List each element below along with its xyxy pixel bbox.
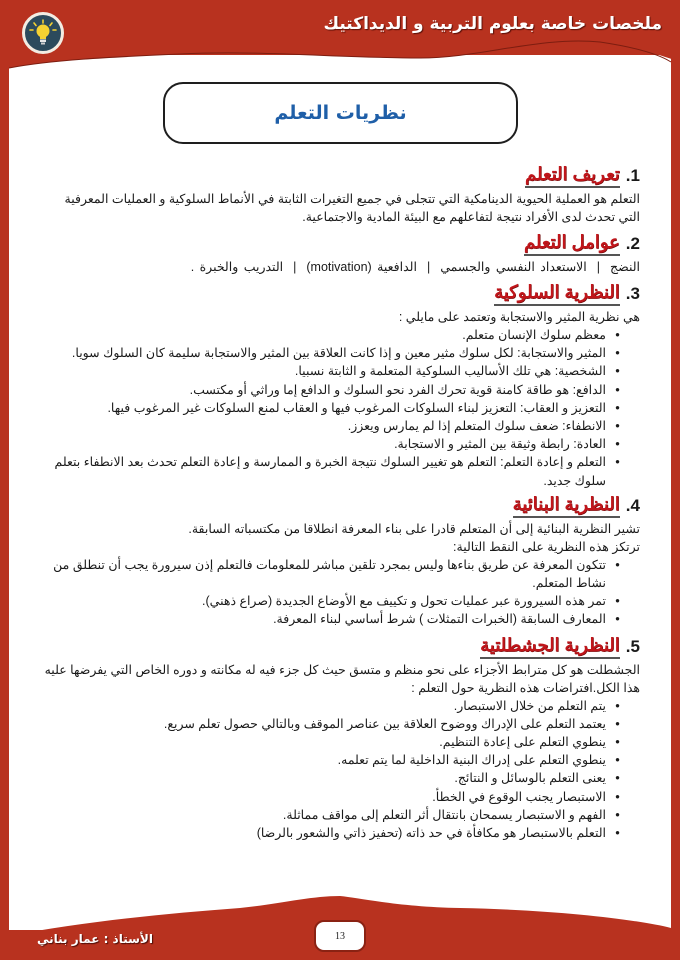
list-item: ● العادة: رابطة وثيقة بين المثير و الاستجابة. bbox=[40, 435, 620, 453]
list-item: ● التعلم و إعادة التعلم: التعلم هو تغيير السلوك نتيجة الخبرة و الممارسة و إعادة التعلم تحدث بعد الانطفاء بتعلم سلوك جديد. bbox=[40, 453, 620, 489]
section-body: التعلم هو العملية الحيوية الدينامكية التي تتجلى في جميع التغيرات الثابتة في الأنماط السلوكية و العمليات المعرفية التي تحدث لدى الأفراد نتيجة لتفاعلهم مع البيئة المادية والاجتماعية. bbox=[64, 192, 640, 224]
lightbulb-icon bbox=[22, 12, 64, 54]
section-title: النظرية الجشطلتية bbox=[480, 635, 620, 659]
list-item: ● الفهم و الاستبصار يسمحان بانتقال أثر التعلم إلى مواقف مماثلة. bbox=[40, 806, 620, 824]
section-intro: الجشطلت هو كل مترابط الأجزاء على نحو منظم و متسق حيث كل جزء فيه له مكانته و دوره الخاص التي يفرضها عليه هذا الكل.افتراضات هذه النظرية حول التعلم : bbox=[44, 662, 640, 695]
section-factors bbox=[40, 232, 640, 276]
section-title: عوامل التعلم bbox=[524, 232, 620, 256]
section-number: 2. bbox=[625, 234, 640, 253]
section-constructivism bbox=[40, 494, 640, 629]
factor-item: النضج bbox=[610, 260, 640, 274]
factor-item: الاستعداد النفسي والجسمي bbox=[440, 260, 587, 274]
list-item: ● الاستبصار يجنب الوقوع في الخطأ. bbox=[40, 788, 620, 806]
section-heading bbox=[40, 232, 640, 256]
section-number: 1. bbox=[625, 166, 640, 185]
list-item: ● الانطفاء: ضعف سلوك المتعلم إذا لم يمارس ويعزز. bbox=[40, 417, 620, 435]
section-heading bbox=[40, 164, 640, 188]
list-item: ● الدافع: هو طاقة كامنة قوية تحرك الفرد نحو السلوك و الدافع إما وراثي أو مكتسب. bbox=[40, 381, 620, 399]
author-name: الأستاذ : عمار بناني bbox=[37, 932, 153, 946]
section-title: تعريف التعلم bbox=[525, 164, 620, 188]
section-heading bbox=[40, 282, 640, 306]
section-definition bbox=[40, 164, 640, 226]
section-behaviorism bbox=[40, 282, 640, 490]
factor-item: الدافعية (motivation) bbox=[306, 260, 417, 274]
section-gestalt bbox=[40, 635, 640, 843]
list-item: ● التعزيز و العقاب: التعزيز لبناء السلوكات المرغوب فيها و العقاب لمنع السلوكات غير المرغوب فيها. bbox=[40, 399, 620, 417]
section-number: 4. bbox=[625, 495, 640, 515]
list-item: ● المعارف السابقة (الخبرات التمثلات ) شرط أساسي لبناء المعرفة. bbox=[40, 610, 620, 628]
list-item: ● الشخصية: هي تلك الأساليب السلوكية المتعلمة و الثابتة نسبيا. bbox=[40, 362, 620, 380]
document-content bbox=[40, 160, 640, 846]
section-heading bbox=[40, 494, 640, 518]
list-item: ● المثير والاستجابة: لكل سلوك مثير معين و إذا كانت العلاقة بين المثير والاستجابة سليمة كان السلوك سويا. bbox=[40, 344, 620, 362]
list-item: ● تمر هذه السيرورة عبر عمليات تحول و تكييف مع الأوضاع الجديدة (صراع ذهني). bbox=[40, 592, 620, 610]
section-title: النظرية البنائية bbox=[513, 494, 620, 518]
section-intro: هي نظرية المثير والاستجابة وتعتمد على مايلي : bbox=[398, 310, 640, 324]
list-item: ● ينطوي التعلم على إعادة التنظيم. bbox=[40, 733, 620, 751]
section-intro: تشير النظرية البنائية إلى أن المتعلم قادرا على بناء المعرفة انطلاقا من مكتسباته السابقة. bbox=[188, 521, 640, 536]
section-intro-2: ترتكز هذه النظرية على النقط التالية: bbox=[453, 539, 640, 554]
list-item: ● يعتمد التعلم على الإدراك ووضوح العلاقة بين عناصر الموقف وبالتالي حصول تعلم سريع. bbox=[40, 715, 620, 733]
list-item: ● معظم سلوك الإنسان متعلم. bbox=[40, 326, 620, 344]
section-title: النظرية السلوكية bbox=[494, 282, 620, 306]
bullet-list bbox=[40, 326, 640, 490]
factor-item: التدريب والخبرة . bbox=[190, 260, 284, 274]
factors-list: النضج|الاستعداد النفسي والجسمي|الدافعية (motivation)|التدريب والخبرة . bbox=[190, 260, 640, 274]
section-number: 3. bbox=[625, 284, 640, 303]
list-item: ● يتم التعلم من خلال الاستبصار. bbox=[40, 697, 620, 715]
page-number: 13 bbox=[314, 920, 366, 952]
header-title: ملخصات خاصة بعلوم التربية و الديداكتيك bbox=[323, 14, 662, 34]
list-item: ● يعنى التعلم بالوسائل و النتائج. bbox=[40, 769, 620, 787]
page-title-box bbox=[163, 82, 518, 144]
list-item: ● تتكون المعرفة عن طريق بناءها وليس بمجرد تلقين مباشر للمعلومات فالتعلم إذن سيرورة يجب أن تنطلق من نشاط المتعلم. bbox=[40, 556, 620, 592]
list-item: ● التعلم بالاستبصار هو مكافأة في حد ذاته (تحفيز ذاتي والشعور بالرضا) bbox=[40, 824, 620, 842]
bullet-list bbox=[40, 556, 640, 629]
page-title: نظريات التعلم bbox=[274, 102, 407, 124]
section-heading bbox=[40, 635, 640, 659]
bullet-list bbox=[40, 697, 640, 843]
list-item: ● ينطوي التعلم على إدراك البنية الداخلية لما يتم تعلمه. bbox=[40, 751, 620, 769]
section-number: 5. bbox=[625, 636, 640, 656]
